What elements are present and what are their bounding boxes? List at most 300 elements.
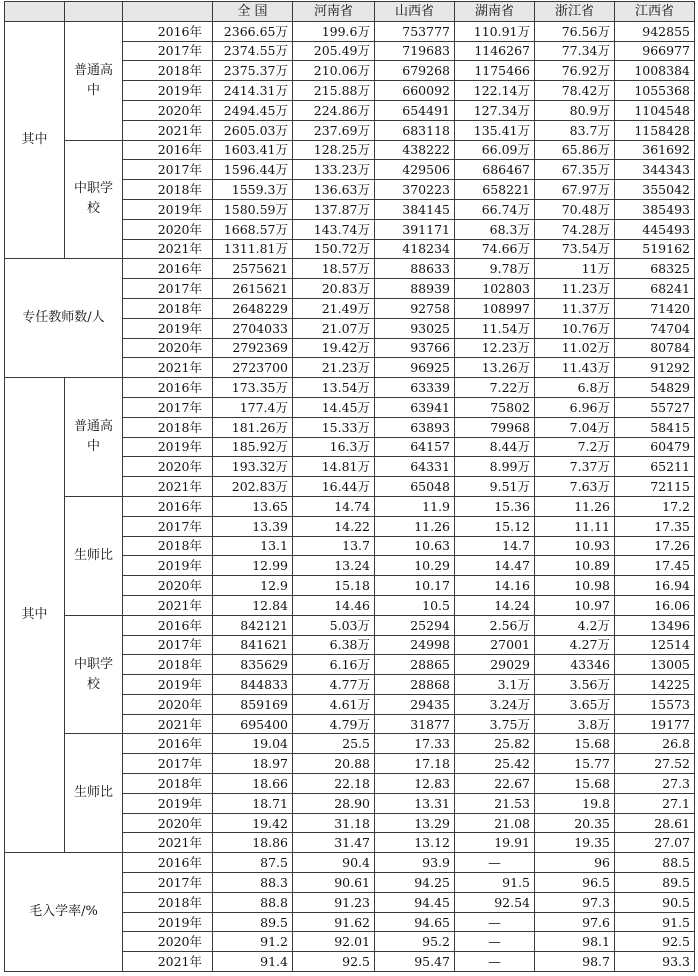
value-cell: 11.54万 [455, 318, 535, 338]
value-cell: 7.63万 [535, 477, 615, 497]
value-cell: 12.83 [375, 774, 455, 794]
value-cell: 966977 [615, 41, 695, 61]
value-cell: 11.9 [375, 496, 455, 516]
value-cell: 55727 [615, 397, 695, 417]
value-cell: 2723700 [213, 358, 293, 378]
value-cell: 74.28万 [535, 219, 615, 239]
value-cell: 27.1 [615, 793, 695, 813]
section-label: 专任教师数/人 [5, 259, 123, 378]
year-cell: 2020年 [123, 813, 213, 833]
year-cell: 2016年 [123, 853, 213, 873]
value-cell: 63941 [375, 397, 455, 417]
year-cell: 2020年 [123, 100, 213, 120]
value-cell: 2374.55万 [213, 41, 293, 61]
value-cell: 14.24 [455, 595, 535, 615]
value-cell: 185.92万 [213, 437, 293, 457]
value-cell: 75802 [455, 397, 535, 417]
value-cell: 9.78万 [455, 259, 535, 279]
value-cell: 11万 [535, 259, 615, 279]
value-cell: 14.47 [455, 556, 535, 576]
value-cell: 202.83万 [213, 477, 293, 497]
value-cell: 127.34万 [455, 100, 535, 120]
value-cell: 1104548 [615, 100, 695, 120]
value-cell: 92.5 [293, 952, 375, 972]
value-cell: 72115 [615, 477, 695, 497]
value-cell: 65048 [375, 477, 455, 497]
value-cell: 19.04 [213, 734, 293, 754]
value-cell: 110.91万 [455, 21, 535, 41]
value-cell: 445493 [615, 219, 695, 239]
value-cell: 88633 [375, 259, 455, 279]
year-cell: 2019年 [123, 437, 213, 457]
year-cell: 2020年 [123, 219, 213, 239]
value-cell: 78.42万 [535, 81, 615, 101]
value-cell: 12.23万 [455, 338, 535, 358]
value-cell: 108997 [455, 298, 535, 318]
value-cell: 31.47 [293, 833, 375, 853]
value-cell: 215.88万 [293, 81, 375, 101]
value-cell: 93.9 [375, 853, 455, 873]
value-cell: 43346 [535, 655, 615, 675]
value-cell: 385493 [615, 199, 695, 219]
value-cell: 28865 [375, 655, 455, 675]
value-cell: 88.3 [213, 873, 293, 893]
header-blank-cell [123, 2, 213, 22]
value-cell: 25.42 [455, 754, 535, 774]
value-cell: 90.61 [293, 873, 375, 893]
table-body [5, 21, 695, 971]
value-cell: 92758 [375, 298, 455, 318]
year-cell: 2017年 [123, 873, 213, 893]
value-cell: 133.23万 [293, 160, 375, 180]
value-cell: 654491 [375, 100, 455, 120]
value-cell: 88.8 [213, 892, 293, 912]
year-cell: 2021年 [123, 833, 213, 853]
value-cell: 1055368 [615, 81, 695, 101]
value-cell: 21.23万 [293, 358, 375, 378]
value-cell: 19.42万 [293, 338, 375, 358]
year-cell: 2018年 [123, 180, 213, 200]
value-cell: 658221 [455, 180, 535, 200]
value-cell: 20.88 [293, 754, 375, 774]
value-cell: 12514 [615, 635, 695, 655]
value-cell: — [455, 952, 535, 972]
value-cell: 13.1 [213, 536, 293, 556]
value-cell: 10.63 [375, 536, 455, 556]
value-cell: 16.3万 [293, 437, 375, 457]
value-cell: 93.3 [615, 952, 695, 972]
value-cell: 63339 [375, 378, 455, 398]
section-label: 其中 [5, 21, 65, 259]
value-cell: 68325 [615, 259, 695, 279]
value-cell: 96925 [375, 358, 455, 378]
value-cell: 90.4 [293, 853, 375, 873]
value-cell: 95.47 [375, 952, 455, 972]
value-cell: 15.68 [535, 774, 615, 794]
value-cell: 10.98 [535, 576, 615, 596]
value-cell: 4.2万 [535, 615, 615, 635]
value-cell: 91.4 [213, 952, 293, 972]
value-cell: 91.5 [615, 912, 695, 932]
value-cell: 66.09万 [455, 140, 535, 160]
column-header: 山西省 [375, 2, 455, 22]
value-cell: 93766 [375, 338, 455, 358]
value-cell: 74.66万 [455, 239, 535, 259]
year-cell: 2018年 [123, 536, 213, 556]
value-cell: 10.97 [535, 595, 615, 615]
value-cell: 18.86 [213, 833, 293, 853]
value-cell: 22.18 [293, 774, 375, 794]
value-cell: 96.5 [535, 873, 615, 893]
value-cell: 89.5 [615, 873, 695, 893]
value-cell: 11.26 [535, 496, 615, 516]
value-cell: 18.57万 [293, 259, 375, 279]
value-cell: 88939 [375, 279, 455, 299]
value-cell: 67.35万 [535, 160, 615, 180]
value-cell: 859169 [213, 694, 293, 714]
value-cell: 73.54万 [535, 239, 615, 259]
year-cell: 2017年 [123, 635, 213, 655]
year-cell: 2020年 [123, 457, 213, 477]
year-cell: 2021年 [123, 239, 213, 259]
value-cell: 11.02万 [535, 338, 615, 358]
value-cell: 19.91 [455, 833, 535, 853]
value-cell: 29435 [375, 694, 455, 714]
value-cell: 4.77万 [293, 675, 375, 695]
value-cell: 17.2 [615, 496, 695, 516]
value-cell: — [455, 932, 535, 952]
value-cell: 97.6 [535, 912, 615, 932]
value-cell: 1158428 [615, 120, 695, 140]
value-cell: 15573 [615, 694, 695, 714]
header-blank-cell [65, 2, 123, 22]
value-cell: 24998 [375, 635, 455, 655]
value-cell: 60479 [615, 437, 695, 457]
value-cell: 21.49万 [293, 298, 375, 318]
value-cell: 181.26万 [213, 417, 293, 437]
value-cell: 2366.65万 [213, 21, 293, 41]
value-cell: 2494.45万 [213, 100, 293, 120]
value-cell: 64331 [375, 457, 455, 477]
value-cell: 67.97万 [535, 180, 615, 200]
value-cell: 683118 [375, 120, 455, 140]
value-cell: 2605.03万 [213, 120, 293, 140]
value-cell: 11.26 [375, 516, 455, 536]
value-cell: 13.24 [293, 556, 375, 576]
value-cell: 18.71 [213, 793, 293, 813]
value-cell: 14.7 [455, 536, 535, 556]
value-cell: 13.54万 [293, 378, 375, 398]
value-cell: 14225 [615, 675, 695, 695]
value-cell: 94.25 [375, 873, 455, 893]
value-cell: 66.74万 [455, 199, 535, 219]
value-cell: 7.22万 [455, 378, 535, 398]
value-cell: 91.2 [213, 932, 293, 952]
value-cell: 76.92万 [535, 61, 615, 81]
value-cell: 2.56万 [455, 615, 535, 635]
value-cell: 17.35 [615, 516, 695, 536]
year-cell: 2017年 [123, 160, 213, 180]
value-cell: 27.52 [615, 754, 695, 774]
year-cell: 2017年 [123, 516, 213, 536]
value-cell: 4.79万 [293, 714, 375, 734]
value-cell: 3.56万 [535, 675, 615, 695]
value-cell: 6.16万 [293, 655, 375, 675]
value-cell: 1596.44万 [213, 160, 293, 180]
year-cell: 2017年 [123, 397, 213, 417]
value-cell: 28.90 [293, 793, 375, 813]
table-row [5, 378, 695, 398]
table-row [5, 140, 695, 160]
value-cell: 20.83万 [293, 279, 375, 299]
value-cell: 10.17 [375, 576, 455, 596]
value-cell: 91.23 [293, 892, 375, 912]
value-cell: 14.46 [293, 595, 375, 615]
value-cell: 1146267 [455, 41, 535, 61]
value-cell: 77.34万 [535, 41, 615, 61]
year-cell: 2016年 [123, 734, 213, 754]
year-cell: 2018年 [123, 774, 213, 794]
value-cell: 27.3 [615, 774, 695, 794]
value-cell: 31.18 [293, 813, 375, 833]
value-cell: 5.03万 [293, 615, 375, 635]
column-header: 全 国 [213, 2, 293, 22]
value-cell: 11.37万 [535, 298, 615, 318]
subsection-label: 中职学校 [65, 615, 123, 734]
value-cell: 2648229 [213, 298, 293, 318]
value-cell: 80784 [615, 338, 695, 358]
value-cell: 842121 [213, 615, 293, 635]
year-cell: 2020年 [123, 932, 213, 952]
value-cell: 1559.3万 [213, 180, 293, 200]
value-cell: 15.77 [535, 754, 615, 774]
value-cell: 1668.57万 [213, 219, 293, 239]
value-cell: 13.65 [213, 496, 293, 516]
value-cell: — [455, 912, 535, 932]
value-cell: 11.11 [535, 516, 615, 536]
year-cell: 2018年 [123, 417, 213, 437]
value-cell: 2615621 [213, 279, 293, 299]
value-cell: 6.38万 [293, 635, 375, 655]
year-cell: 2017年 [123, 279, 213, 299]
value-cell: 193.32万 [213, 457, 293, 477]
value-cell: 25294 [375, 615, 455, 635]
value-cell: 80.9万 [535, 100, 615, 120]
value-cell: 95.2 [375, 932, 455, 952]
value-cell: 8.44万 [455, 437, 535, 457]
column-header: 河南省 [293, 2, 375, 22]
value-cell: 8.99万 [455, 457, 535, 477]
value-cell: 137.87万 [293, 199, 375, 219]
value-cell: 143.74万 [293, 219, 375, 239]
value-cell: 21.53 [455, 793, 535, 813]
value-cell: 83.7万 [535, 120, 615, 140]
value-cell: 10.29 [375, 556, 455, 576]
value-cell: 210.06万 [293, 61, 375, 81]
value-cell: 6.8万 [535, 378, 615, 398]
year-cell: 2021年 [123, 714, 213, 734]
value-cell: 384145 [375, 199, 455, 219]
value-cell: 79968 [455, 417, 535, 437]
value-cell: 17.45 [615, 556, 695, 576]
value-cell: 74704 [615, 318, 695, 338]
table-row [5, 615, 695, 635]
value-cell: 14.74 [293, 496, 375, 516]
value-cell: 1175466 [455, 61, 535, 81]
value-cell: 92.54 [455, 892, 535, 912]
value-cell: 753777 [375, 21, 455, 41]
value-cell: 841621 [213, 635, 293, 655]
value-cell: 1311.81万 [213, 239, 293, 259]
value-cell: 1603.41万 [213, 140, 293, 160]
value-cell: 429506 [375, 160, 455, 180]
value-cell: 2414.31万 [213, 81, 293, 101]
value-cell: 177.4万 [213, 397, 293, 417]
value-cell: 89.5 [213, 912, 293, 932]
year-cell: 2018年 [123, 655, 213, 675]
value-cell: 25.82 [455, 734, 535, 754]
year-cell: 2019年 [123, 556, 213, 576]
value-cell: 13496 [615, 615, 695, 635]
year-cell: 2016年 [123, 140, 213, 160]
value-cell: 128.25万 [293, 140, 375, 160]
value-cell: 2792369 [213, 338, 293, 358]
value-cell: 21.08 [455, 813, 535, 833]
value-cell: 102803 [455, 279, 535, 299]
value-cell: 91292 [615, 358, 695, 378]
table-row [5, 21, 695, 41]
year-cell: 2021年 [123, 477, 213, 497]
table-row [5, 259, 695, 279]
value-cell: 68.3万 [455, 219, 535, 239]
value-cell: 31877 [375, 714, 455, 734]
value-cell: 11.23万 [535, 279, 615, 299]
value-cell: 3.1万 [455, 675, 535, 695]
value-cell: 237.69万 [293, 120, 375, 140]
value-cell: 15.68 [535, 734, 615, 754]
value-cell: 15.18 [293, 576, 375, 596]
value-cell: 3.24万 [455, 694, 535, 714]
value-cell: 7.37万 [535, 457, 615, 477]
value-cell: 18.66 [213, 774, 293, 794]
value-cell: 17.18 [375, 754, 455, 774]
value-cell: 10.93 [535, 536, 615, 556]
value-cell: 29029 [455, 655, 535, 675]
value-cell: 19.42 [213, 813, 293, 833]
value-cell: — [455, 853, 535, 873]
value-cell: 355042 [615, 180, 695, 200]
value-cell: 17.26 [615, 536, 695, 556]
value-cell: 13.12 [375, 833, 455, 853]
value-cell: 16.44万 [293, 477, 375, 497]
value-cell: 15.33万 [293, 417, 375, 437]
column-header: 浙江省 [535, 2, 615, 22]
year-cell: 2019年 [123, 81, 213, 101]
year-cell: 2020年 [123, 576, 213, 596]
value-cell: 16.94 [615, 576, 695, 596]
value-cell: 13.26万 [455, 358, 535, 378]
year-cell: 2019年 [123, 793, 213, 813]
value-cell: 14.16 [455, 576, 535, 596]
value-cell: 173.35万 [213, 378, 293, 398]
year-cell: 2016年 [123, 21, 213, 41]
value-cell: 21.07万 [293, 318, 375, 338]
value-cell: 13.31 [375, 793, 455, 813]
value-cell: 90.5 [615, 892, 695, 912]
value-cell: 10.76万 [535, 318, 615, 338]
value-cell: 10.89 [535, 556, 615, 576]
value-cell: 96 [535, 853, 615, 873]
value-cell: 20.35 [535, 813, 615, 833]
value-cell: 91.5 [455, 873, 535, 893]
value-cell: 7.04万 [535, 417, 615, 437]
year-cell: 2021年 [123, 120, 213, 140]
value-cell: 1008384 [615, 61, 695, 81]
value-cell: 10.5 [375, 595, 455, 615]
year-cell: 2018年 [123, 61, 213, 81]
value-cell: 199.6万 [293, 21, 375, 41]
value-cell: 12.99 [213, 556, 293, 576]
value-cell: 19177 [615, 714, 695, 734]
year-cell: 2020年 [123, 338, 213, 358]
value-cell: 25.5 [293, 734, 375, 754]
value-cell: 438222 [375, 140, 455, 160]
value-cell: 11.43万 [535, 358, 615, 378]
header-row [5, 2, 695, 22]
value-cell: 6.96万 [535, 397, 615, 417]
subsection-label: 生师比 [65, 496, 123, 615]
value-cell: 22.67 [455, 774, 535, 794]
education-statistics-table [4, 1, 695, 972]
value-cell: 70.48万 [535, 199, 615, 219]
value-cell: 418234 [375, 239, 455, 259]
value-cell: 3.75万 [455, 714, 535, 734]
value-cell: 58415 [615, 417, 695, 437]
value-cell: 91.62 [293, 912, 375, 932]
value-cell: 13005 [615, 655, 695, 675]
value-cell: 15.12 [455, 516, 535, 536]
value-cell: 370223 [375, 180, 455, 200]
value-cell: 695400 [213, 714, 293, 734]
value-cell: 7.2万 [535, 437, 615, 457]
year-cell: 2018年 [123, 298, 213, 318]
value-cell: 150.72万 [293, 239, 375, 259]
subsection-label: 生师比 [65, 734, 123, 853]
value-cell: 17.33 [375, 734, 455, 754]
value-cell: 94.65 [375, 912, 455, 932]
value-cell: 65.86万 [535, 140, 615, 160]
value-cell: 87.5 [213, 853, 293, 873]
value-cell: 1580.59万 [213, 199, 293, 219]
value-cell: 361692 [615, 140, 695, 160]
year-cell: 2016年 [123, 615, 213, 635]
year-cell: 2017年 [123, 41, 213, 61]
value-cell: 16.06 [615, 595, 695, 615]
value-cell: 135.41万 [455, 120, 535, 140]
value-cell: 12.9 [213, 576, 293, 596]
value-cell: 19.8 [535, 793, 615, 813]
value-cell: 679268 [375, 61, 455, 81]
value-cell: 97.3 [535, 892, 615, 912]
column-header: 江西省 [615, 2, 695, 22]
value-cell: 13.7 [293, 536, 375, 556]
value-cell: 844833 [213, 675, 293, 695]
value-cell: 76.56万 [535, 21, 615, 41]
value-cell: 519162 [615, 239, 695, 259]
value-cell: 942855 [615, 21, 695, 41]
year-cell: 2016年 [123, 259, 213, 279]
value-cell: 27.07 [615, 833, 695, 853]
